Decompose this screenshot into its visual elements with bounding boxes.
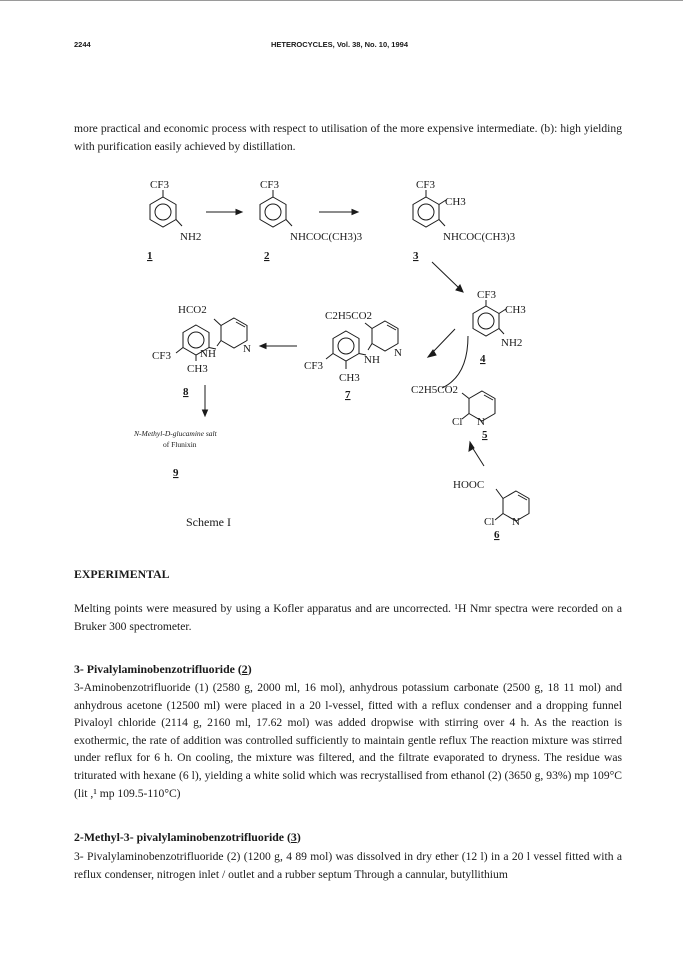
arrow-7-8-head [260,344,266,349]
section-3-heading: 2-Methyl-3- pivalylaminobenzotrifluoride (3) [74,830,301,844]
curved-arrow-5 [442,336,468,388]
arrow-to-7-head [428,350,436,357]
c6-n-label: N [512,516,520,528]
c8-n-label: N [243,343,251,355]
c6-acid-label: HOOC [453,479,485,491]
c4-side-label: NH2 [501,337,523,349]
compound-4 [473,289,526,365]
c2-number: 2 [264,250,270,262]
section-2-title: 3- Pivalylaminobenzotrifluoride [74,662,235,676]
compound-8 [152,304,251,398]
c5-ester-label: C2H5CO2 [411,384,459,396]
compound-7 [304,310,402,401]
section-2-heading: 3- Pivalylaminobenzotrifluoride (2) [74,662,252,676]
compound-2 [260,179,363,262]
intro-paragraph: more practical and economic process with respect to utilisation of the more expensive intermediate. (b): high yielding with purification easily achieved by distillation. [74,122,622,153]
compound-5 [411,384,495,441]
c4-methyl-label: CH3 [505,304,526,316]
c7-number: 7 [345,389,351,401]
arrow-1-2-head [236,210,242,215]
section-2-body: 3-Aminobenzotrifluoride (1) (2580 g, 2000 ml, 16 mol), anhydrous potassium carbonate (2500 g, 18 11 mol) and anhydrous acetone (12500 ml) were placed in a 20 l-vessel, fitted with a reflux condenser and a dropping funnel Pivaloyl chloride (2114 g, 2160 ml, 17.62 mol) was added dropwise with stirring over 4 h. As the reaction is exothermic, the rate of addition was controlled sufficiently to maintain gentle reflux The reaction mixture was stirred under reflux for 6 h. On cooling, the mixture was filtered, and the filtrate evaporated to dryness. The residue was triturated with hexane (6 l), yielding a white solid which was recrystallised from ethanol (2) (3650 g, 93%) mp 109°C (lit ,¹ mp 109.5-110°C) [74,681,622,800]
c8-ch3-label: CH3 [187,363,208,375]
c2-side-label: NHCOC(CH3)3 [290,231,363,243]
arrow-3-4 [432,262,460,289]
c4-number: 4 [480,353,486,365]
page-number: 2244 [74,40,91,49]
c4-top-label: CF3 [477,289,496,301]
c1-top-label: CF3 [150,179,169,191]
journal-citation: HETEROCYCLES, Vol. 38, No. 10, 1994 [271,40,408,49]
compound-9 [133,429,218,479]
section-3-title: 2-Methyl-3- pivalylaminobenzotrifluoride [74,830,285,844]
c7-ester-label: C2H5CO2 [325,310,373,322]
c9-line1: N-Methyl-D-glucamine salt [134,429,217,438]
c8-cf3-label: CF3 [152,350,171,362]
arrow-6-5 [472,447,484,466]
experimental-general: Melting points were measured by using a Kofler apparatus and are uncorrected. ¹H Nmr spectra were recorded on a Bruker 300 spectrometer. [74,602,622,633]
arrow-to-7 [432,329,455,353]
c9-number: 9 [173,467,179,479]
compound-1 [147,179,201,262]
c3-number: 3 [413,250,419,262]
c5-cl-label: Cl [452,416,463,428]
c7-cf3-label: CF3 [304,360,323,372]
c7-ch3-label: CH3 [339,372,360,384]
scheme-title: Scheme I [186,515,231,529]
c5-number: 5 [482,429,488,441]
c6-cl-label: Cl [484,516,495,528]
c1-number: 1 [147,250,153,262]
c8-number: 8 [183,386,189,398]
c7-nh-label: NH [364,354,380,366]
c5-n-label: N [477,416,485,428]
c9-line2: of Flunixin [163,440,197,449]
experimental-heading: EXPERIMENTAL [74,567,170,581]
section-2-number: 2 [241,662,248,676]
c3-methyl-label: CH3 [445,196,466,208]
arrow-8-9-head [203,410,208,416]
c3-top-label: CF3 [416,179,435,191]
c3-side-label: NHCOC(CH3)3 [443,231,516,243]
arrow-2-3-head [352,210,358,215]
c1-side-label: NH2 [180,231,202,243]
section-3-number: 3 [290,830,297,844]
c6-number: 6 [494,529,500,541]
compound-6 [453,479,529,541]
compound-3 [413,179,516,262]
c2-top-label: CF3 [260,179,279,191]
c8-acid-label: HCO2 [178,304,207,316]
c8-nh-label: NH [200,348,216,360]
section-3-body: 3- Pivalylaminobenzotrifluoride (2) (1200 g, 4 89 mol) was dissolved in dry ether (12 l) in a 20 l vessel fitted with a reflux condenser, nitrogen inlet / outlet and a rubber septum Through a cannular, butyllithium [74,850,622,881]
c7-n-label: N [394,347,402,359]
